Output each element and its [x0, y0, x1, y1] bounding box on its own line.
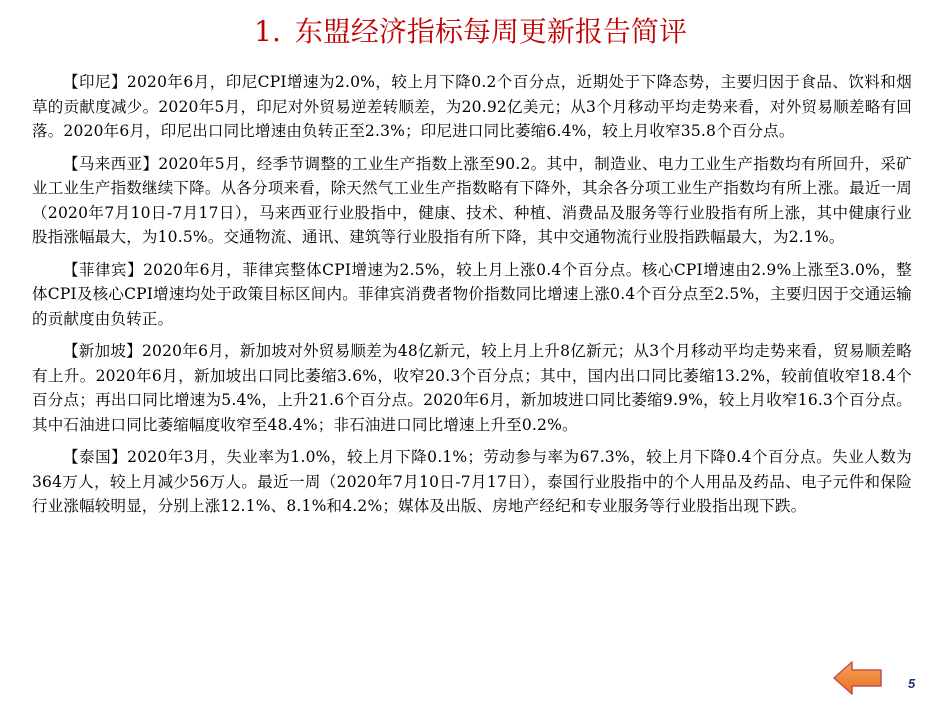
paragraph-body: 2020年5月，经季节调整的工业生产指数上涨至90.2。其中，制造业、电力工业生产指数均有所回升，采矿业工业生产指数继续下降。从各分项来看，除天然气工业生产指数略有下降外，其余各分项工业生产指数均有所上涨。最近一周（2020年7月10日-7月17日），马来西亚行业股指中，健康、技术、种植、消费品及服务等行业股指有所上涨，其中健康行业股指涨幅最大，为10.5%。交通物流、通讯、建筑等行业股指有所下降，其中交通物流行业股指跌幅最大，为2.1%。	[32, 154, 912, 246]
paragraph-malaysia	[32, 152, 912, 250]
paragraph-body: 2020年6月，印尼CPI增速为2.0%，较上月下降0.2个百分点，近期处于下降态势，主要归因于食品、饮料和烟草的贡献度减少。2020年5月，印尼对外贸易逆差转顺差，为20.92亿美元；从3个月移动平均走势来看，对外贸易顺差略有回落。2020年6月，印尼出口同比增速由负转正至2.3%；印尼进口同比萎缩6.4%，较上月收窄35.8个百分点。	[32, 73, 912, 140]
title-number: 1.	[254, 15, 281, 48]
page-title	[0, 12, 941, 52]
paragraph-lead: 【泰国】	[63, 448, 128, 466]
paragraph-body: 2020年6月，新加坡对外贸易顺差为48亿新元，较上月上升8亿新元；从3个月移动平均走势来看，贸易顺差略有上升。2020年6月，新加坡出口同比萎缩3.6%，收窄20.3个百分点；其中，国内出口同比萎缩13.2%，较前值收窄18.4个百分点；再出口同比增速为5.4%，上升21.6个百分点。2020年6月，新加坡进口同比萎缩9.9%，较上月收窄16.3个百分点。其中石油进口同比萎缩幅度收窄至48.4%；非石油进口同比增速上升至0.2%。	[32, 342, 912, 434]
paragraph-philippines	[32, 258, 912, 332]
title-text: 东盟经济指标每周更新报告简评	[294, 15, 687, 48]
paragraph-lead: 【菲律宾】	[63, 260, 144, 279]
back-button[interactable]	[832, 660, 884, 696]
paragraph-thailand	[32, 445, 912, 519]
page-number: 5	[908, 676, 916, 691]
left-arrow-icon	[832, 660, 884, 696]
paragraph-indonesia	[32, 70, 912, 144]
paragraph-body: 2020年3月，失业率为1.0%，较上月下降0.1%；劳动参与率为67.3%，较上月下降0.4个百分点。失业人数为364万人，较上月减少56万人。最近一周（2020年7月10日-7月17日），泰国行业股指中的个人用品及药品、电子元件和保险行业涨幅较明显，分别上涨12.1%、8.1%和4.2%；媒体及出版、房地产经纪和专业服务等行业股指出现下跌。	[32, 448, 912, 515]
paragraph-lead: 【印尼】	[63, 73, 127, 91]
report-body	[32, 70, 912, 527]
paragraph-lead: 【马来西亚】	[63, 154, 159, 173]
paragraph-lead: 【新加坡】	[63, 342, 142, 360]
paragraph-body: 2020年6月，菲律宾整体CPI增速为2.5%，较上月上涨0.4个百分点。核心CPI增速由2.9%上涨至3.0%，整体CPI及核心CPI增速均处于政策目标区间内。菲律宾消费者物价指数同比增速上涨0.4个百分点至2.5%，主要归因于交通运输的贡献度由负转正。	[32, 260, 912, 328]
paragraph-singapore	[32, 339, 912, 437]
